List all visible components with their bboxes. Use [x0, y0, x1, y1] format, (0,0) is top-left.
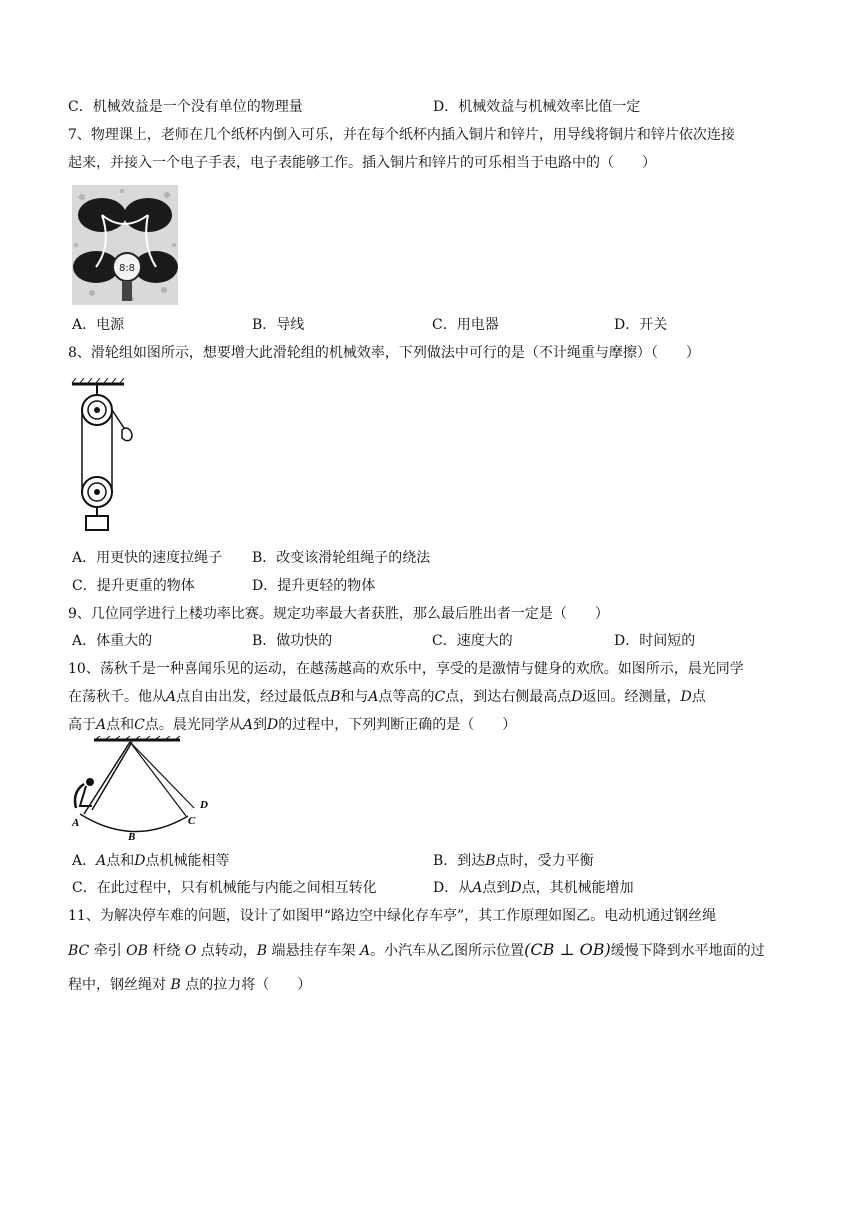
q10-option-d: D．从A点到D点，其机械能增加 [433, 880, 634, 896]
q10-stem-line2: 在荡秋千。他从A点自由出发，经过最低点B和与A点等高的C点，到达右侧最高点D返回。经测量，D点 [68, 689, 706, 705]
q6-option-c: C．机械效益是一个没有单位的物理量 [68, 99, 303, 115]
q7-option-a: A．电源 [72, 317, 125, 333]
q10-option-c: C．在此过程中，只有机械能与内能之间相互转化 [72, 880, 377, 896]
q7-stem-line1: 7、物理课上，老师在几个纸杯内倒入可乐，并在每个纸杯内插入铜片和锌片，用导线将铜片和锌片依次连接 [68, 127, 735, 143]
condition-cb-perp-ob: (CB ⊥ OB) [524, 940, 611, 959]
watch-display: 8:8 [118, 263, 136, 274]
q8-option-a: A．用更快的速度拉绳子 [72, 550, 223, 566]
q9-option-d: D．时间短的 [614, 633, 696, 649]
q10-option-b: B．到达B点时，受力平衡 [433, 853, 594, 869]
q7-option-c: C．用电器 [432, 317, 499, 333]
q7-cola-cups-figure [72, 185, 178, 305]
q8-option-c: C．提升更重的物体 [72, 578, 195, 594]
q10-swing-figure [70, 736, 216, 840]
q9-option-a: A．体重大的 [72, 633, 153, 649]
q10-stem-line3: 高于A点和C点。晨光同学从A到D的过程中，下列判断正确的是（ ） [68, 717, 517, 733]
q6-option-d: D．机械效益与机械效率比值一定 [433, 99, 641, 115]
label-point-c: C [188, 815, 196, 827]
q9-option-b: B．做功快的 [252, 633, 333, 649]
q7-stem-line2: 起来，并接入一个电子手表，电子表能够工作。插入铜片和锌片的可乐相当于电路中的（ ） [68, 155, 656, 171]
q10-option-a: A．A点和D点机械能相等 [72, 853, 230, 869]
q8-option-b: B．改变该滑轮组绳子的绕法 [252, 550, 431, 566]
label-point-d: D [200, 799, 208, 811]
label-point-a: A [72, 817, 80, 829]
q7-option-d: D．开关 [614, 317, 668, 333]
q8-option-d: D．提升更轻的物体 [252, 578, 376, 594]
q8-pulley-system-figure [70, 378, 142, 534]
load-block [86, 516, 108, 530]
q10-stem-line1: 10、荡秋千是一种喜闻乐见的运动，在越荡越高的欢乐中，享受的是激情与健身的欢欣。如图所示，晨光同学 [68, 661, 744, 677]
q11-stem-line1: 11、为解决停车难的问题，设计了如图甲“路边空中绿化存车亭”，其工作原理如图乙。电动机通过钢丝绳 [68, 908, 717, 924]
hand-icon [122, 428, 132, 441]
q11-stem-line3: 程中，钢丝绳对 B 点的拉力将（ ） [68, 977, 312, 993]
q7-option-b: B．导线 [252, 317, 305, 333]
label-point-b: B [128, 831, 136, 840]
q8-stem-line1: 8、滑轮组如图所示，想要增大此滑轮组的机械效率，下列做法中可行的是（不计绳重与摩擦）（ ） [68, 345, 700, 361]
q11-stem-line2: BC 牵引 OB 杆绕 O 点转动，B 端悬挂存车架 A。小汽车从乙图所示位置(CB ⊥ OB)缓慢下降到水平地面的过 [68, 940, 765, 959]
q9-option-c: C．速度大的 [432, 633, 513, 649]
q9-stem-line1: 9、几位同学进行上楼功率比赛。规定功率最大者获胜，那么最后胜出者一定是（ ） [68, 606, 609, 622]
person-icon [86, 778, 94, 786]
swing-arc [80, 814, 188, 832]
